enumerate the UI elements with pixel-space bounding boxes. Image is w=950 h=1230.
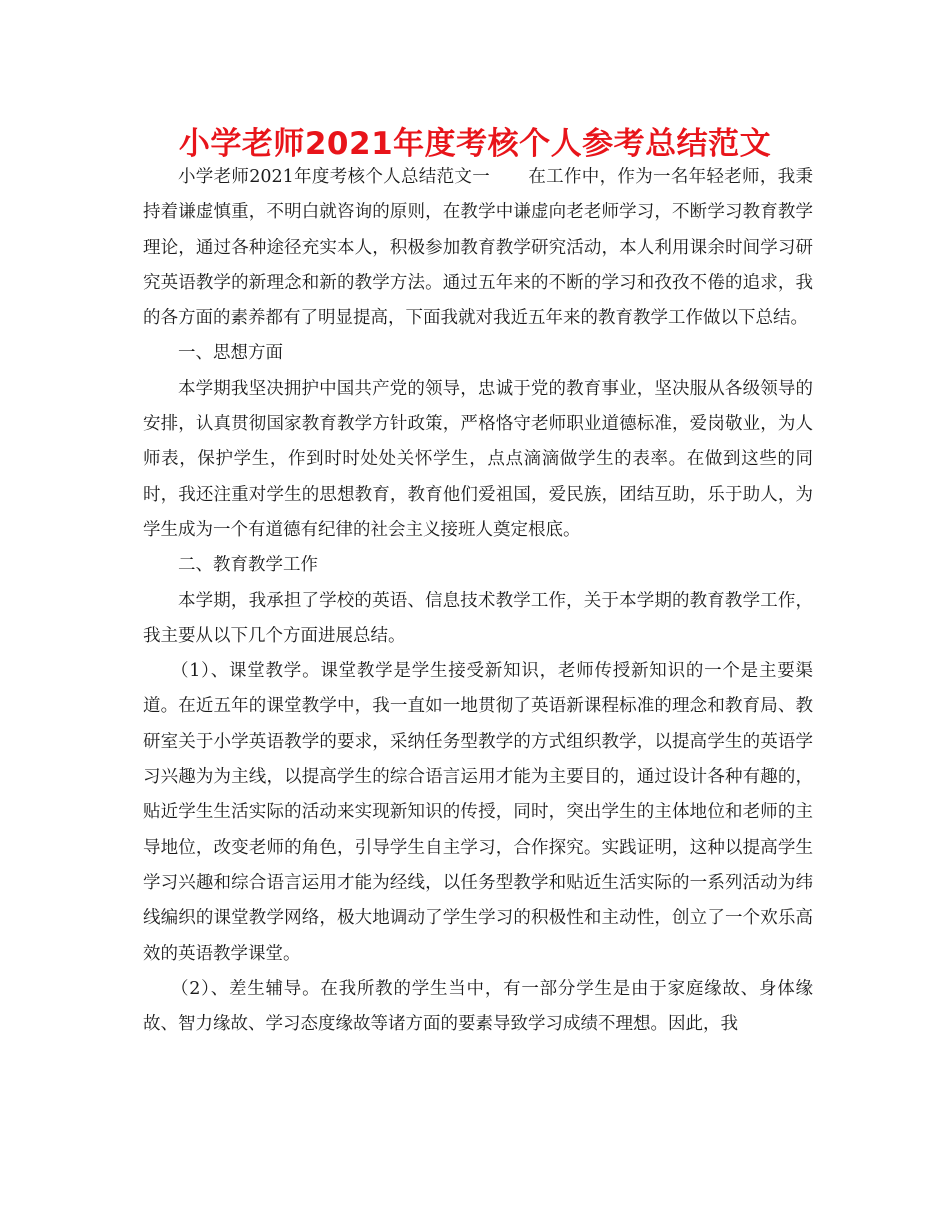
- section-paragraph-teaching: 本学期，我承担了学校的英语、信息技术教学工作，关于本学期的教育教学工作，我主要从以下几个方面进展总结。: [143, 590, 813, 646]
- item-paragraph-classroom: （1）、课堂教学。课堂教学是学生接受新知识，老师传授新知识的一个是主要渠道。在近五年的课堂教学中，我一直如一地贯彻了英语新课程标准的理念和教育局、教研室关于小学英语教学的要求，采纳任务型教学的方式组织教学，以提高学生的英语学习兴趣为为主线，以提高学生的综合语言运用才能为主要目的，通过设计各种有趣的，贴近学生生活实际的活动来实现新知识的传授，同时，突出学生的主体地位和老师的主导地位，改变老师的角色，引导学生自主学习，合作探究。实践证明，这种以提高学生学习兴趣和综合语言运用才能为经线，以任务型教学和贴近生活实际的一系列活动为纬线编织的课堂教学网络，极大地调动了学生学习的积极性和主动性，创立了一个欢乐高效的英语教学课堂。: [143, 661, 813, 964]
- intro-text: 在工作中，作为一名年轻老师，我秉持着谦虚慎重，不明白就咨询的原则，在教学中谦虚向老老师学习，不断学习教育教学理论，通过各种途径充实本人，积极参加教育教学研究活动，本人利用课余时间学习研究英语教学的新理念和新的教学方法。通过五年来的不断的学习和孜孜不倦的追求，我的各方面的素养都有了明显提高，下面我就对我近五年来的教育教学工作做以下总结。: [143, 167, 813, 329]
- document-title: 小学老师2021年度考核个人参考总结范文: [178, 126, 772, 162]
- section-heading-thought: 一、思想方面: [178, 343, 283, 364]
- section-paragraph-thought: 本学期我坚决拥护中国共产党的领导，忠诚于党的教育事业，坚决服从各级领导的安排，认真贯彻国家教育教学方针政策，严格恪守老师职业道德标准，爱岗敬业，为人师表，保护学生，作到时时处处关怀学生，点点滴滴做学生的表率。在做到这些的同时，我还注重对学生的思想教育，教育他们爱祖国，爱民族，团结互助，乐于助人，为学生成为一个有道德有纪律的社会主义接班人奠定根底。: [143, 378, 813, 540]
- intro-paragraph: [143, 160, 813, 336]
- intro-label: 小学老师2021年度考核个人总结范文一: [178, 167, 491, 187]
- section-heading-teaching: 二、教育教学工作: [178, 555, 318, 576]
- item-paragraph-tutoring: （2）、差生辅导。在我所教的学生当中，有一部分学生是由于家庭缘故、身体缘故、智力缘故、学习态度缘故等诸方面的要素导致学习成绩不理想。因此，我: [143, 978, 813, 1035]
- document-body: [143, 160, 813, 1042]
